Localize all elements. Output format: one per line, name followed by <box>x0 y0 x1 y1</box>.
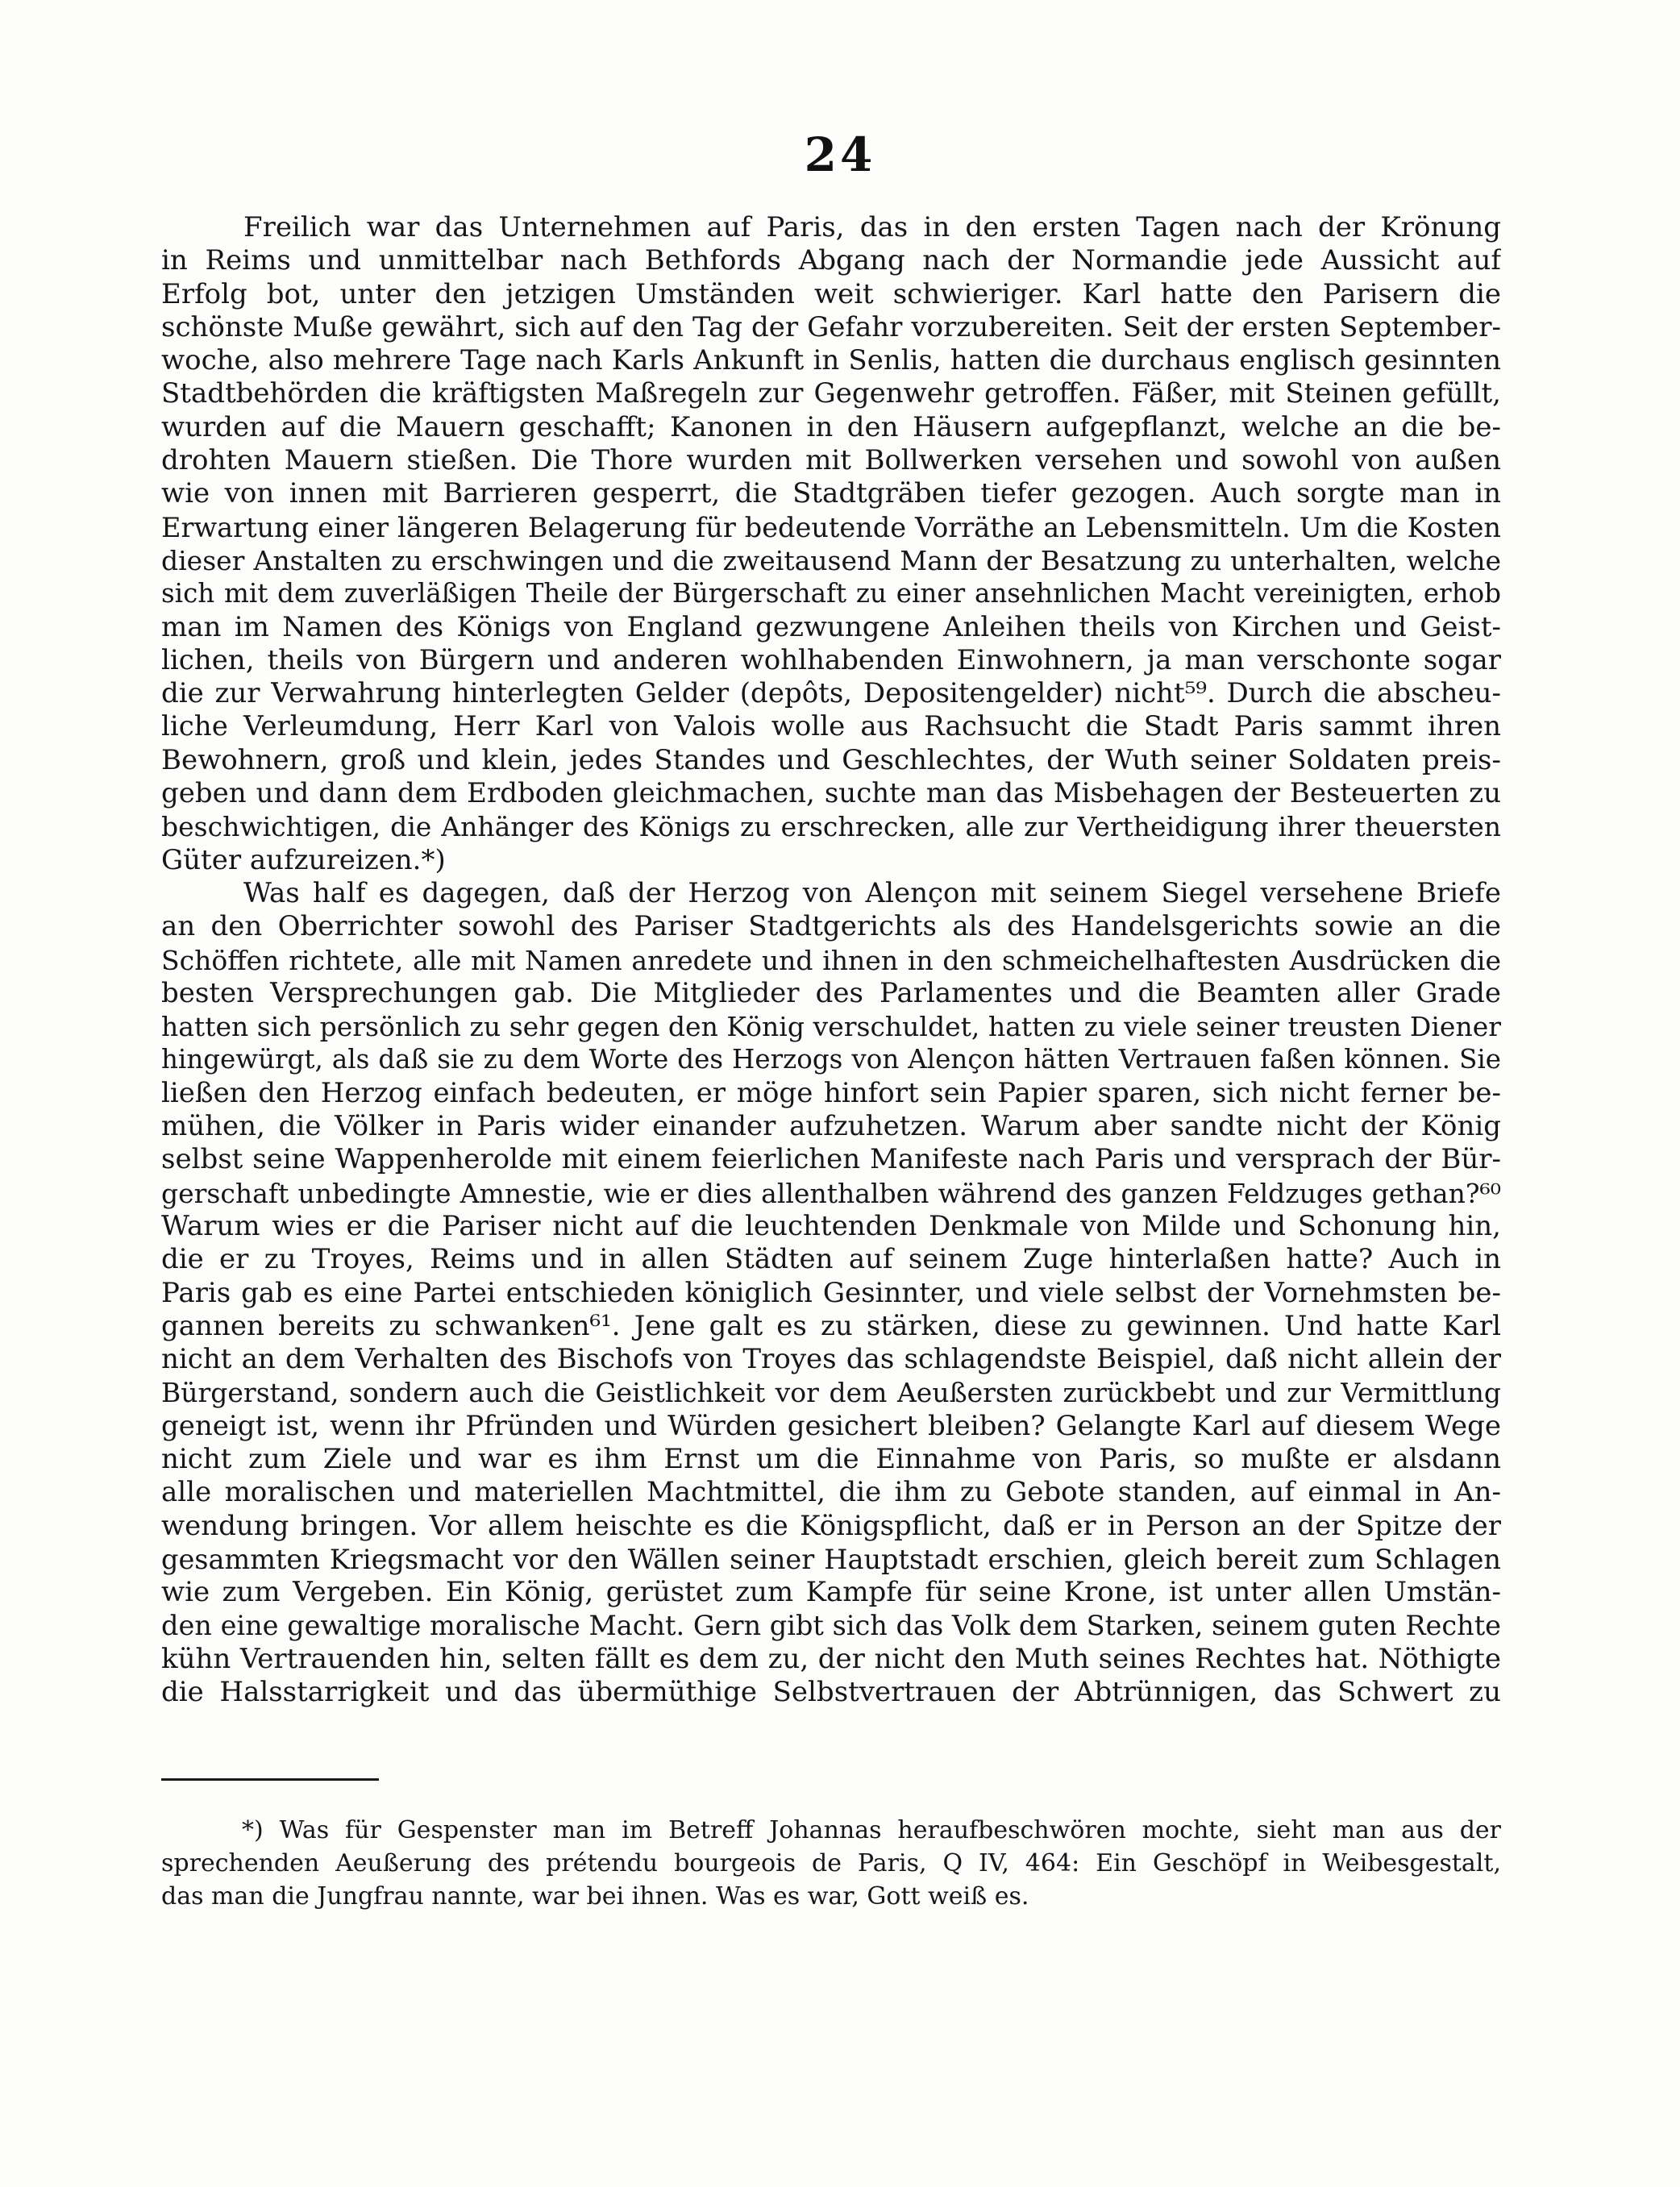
text-line: liche Verleumdung, Herr Karl von Valois wolle aus Rachsucht die Stadt Paris sammt ihren <box>161 710 1501 743</box>
text-line: nicht an dem Verhalten des Bischofs von Troyes das schlagendste Beispiel, daß nicht allein der <box>161 1343 1501 1376</box>
page-number: 24 <box>804 127 876 182</box>
text-line: Schöffen richtete, alle mit Namen anredete und ihnen in den schmeichelhaftesten Ausdrücken die <box>161 944 1501 976</box>
text-line: ließen den Herzog einfach bedeuten, er möge hinfort sein Papier sparen, sich nicht ferner be- <box>161 1076 1501 1109</box>
text-line: die zur Verwahrung hinterlegten Gelder (depôts, Depositengelder) nicht⁵⁹. Durch die abscheu- <box>161 677 1501 710</box>
text-line: gannen bereits zu schwanken⁶¹. Jene galt es zu stärken, diese zu gewinnen. Und hatte Karl <box>161 1309 1501 1342</box>
text-line: hingewürgt, als daß sie zu dem Worte des Herzogs von Alençon hätten Vertrauen faßen können. Sie <box>161 1044 1501 1075</box>
text-line: Freilich war das Unternehmen auf Paris, das in den ersten Tagen nach der Krönung <box>243 211 1501 243</box>
text-line: Güter aufzureizen.*) <box>161 843 446 876</box>
body-text <box>161 211 1501 1709</box>
text-line: in Reims und unmittelbar nach Bethfords Abgang nach der Normandie jede Aussicht auf <box>161 244 1501 277</box>
text-line: Bürgerstand, sondern auch die Geistlichkeit vor dem Aeußersten zurückbebt und zur Vermittlung <box>161 1377 1501 1409</box>
text-line: mühen, die Völker in Paris wider einander aufzuhetzen. Warum aber sandte nicht der König <box>161 1110 1501 1143</box>
text-line: Bewohnern, groß und klein, jedes Standes und Geschlechtes, der Wuth seiner Soldaten preis- <box>161 743 1501 776</box>
text-line: gerschaft unbedingte Amnestie, wie er dies allenthalben während des ganzen Feldzuges gethan?⁶⁰ <box>161 1177 1501 1209</box>
text-line: nicht zum Ziele und war es ihm Ernst um die Einnahme von Paris, so mußte er alsdann <box>161 1442 1501 1475</box>
text-line: Stadtbehörden die kräftigsten Maßregeln zur Gegenwehr getroffen. Fäßer, mit Steinen gefüllt, <box>161 377 1501 410</box>
text-line: den eine gewaltige moralische Macht. Gern gibt sich das Volk dem Starken, seinem guten Rechte <box>161 1610 1501 1642</box>
footnote-line: das man die Jungfrau nannte, war bei ihnen. Was es war, Gott weiß es. <box>161 1882 1029 1911</box>
text-line: Erwartung einer längeren Belagerung für bedeutende Vorräthe an Lebensmitteln. Um die Kosten <box>161 511 1501 543</box>
text-line: wendung bringen. Vor allem heischte es die Königspflicht, daß er in Person an der Spitze der <box>161 1509 1501 1542</box>
text-line: Paris gab es eine Partei entschieden königlich Gesinnter, und viele selbst der Vornehmsten be- <box>161 1276 1501 1309</box>
footnote-line: sprechenden Aeußerung des prétendu bourgeois de Paris, Q IV, 464: Ein Geschöpf in Weibesgestalt, <box>161 1849 1501 1877</box>
text-line: woche, also mehrere Tage nach Karls Ankunft in Senlis, hatten die durchaus englisch gesinnten <box>161 344 1501 377</box>
text-line: wurden auf die Mauern geschafft; Kanonen in den Häusern aufgepflanzt, welche an die be- <box>161 410 1501 443</box>
footnote-line: *) Was für Gespenster man im Betreff Johannas heraufbeschwören mochte, sieht man aus der <box>242 1816 1501 1844</box>
text-line: lichen, theils von Bürgern und anderen wohlhabenden Einwohnern, ja man verschonte sogar <box>161 643 1501 676</box>
text-line: gesammten Kriegsmacht vor den Wällen seiner Hauptstadt erschien, gleich bereit zum Schlagen <box>161 1543 1501 1575</box>
text-line: wie von innen mit Barrieren gesperrt, die Stadtgräben tiefer gezogen. Auch sorgte man in <box>161 477 1501 510</box>
text-line: dieser Anstalten zu erschwingen und die zweitausend Mann der Besatzung zu unterhalten, welche <box>161 544 1501 576</box>
text-line: hatten sich persönlich zu sehr gegen den König verschuldet, hatten zu viele seiner treusten Diener <box>161 1011 1501 1043</box>
text-line: wie zum Vergeben. Ein König, gerüstet zum Kampfe für seine Krone, ist unter allen Umstän- <box>161 1576 1501 1609</box>
text-line: man im Namen des Königs von England gezwungene Anleihen theils von Kirchen und Geist- <box>161 610 1501 643</box>
text-line: Erfolg bot, unter den jetzigen Umständen weit schwieriger. Karl hatte den Parisern die <box>161 277 1501 310</box>
text-line: drohten Mauern stießen. Die Thore wurden mit Bollwerken versehen und sowohl von außen <box>161 444 1501 477</box>
text-line: alle moralischen und materiellen Machtmittel, die ihm zu Gebote standen, auf einmal in An- <box>161 1476 1501 1509</box>
text-line: selbst seine Wappenherolde mit einem feierlichen Manifeste nach Paris und versprach der Bür- <box>161 1143 1501 1176</box>
text-line: schönste Muße gewährt, sich auf den Tag der Gefahr vorzubereiten. Seit der ersten September- <box>161 310 1501 343</box>
text-line: geben und dann dem Erdboden gleichmachen, suchte man das Misbehagen der Besteuerten zu <box>161 777 1501 810</box>
text-line: an den Oberrichter sowohl des Pariser Stadtgerichts als des Handelsgerichts sowie an die <box>161 910 1501 943</box>
text-line: Warum wies er die Pariser nicht auf die leuchtenden Denkmale von Milde und Schonung hin, <box>161 1209 1501 1242</box>
text-line: besten Versprechungen gab. Die Mitglieder des Parlamentes und die Beamten aller Grade <box>161 976 1501 1009</box>
text-line: Was half es dagegen, daß der Herzog von Alençon mit seinem Siegel versehene Briefe <box>243 876 1501 909</box>
text-line: sich mit dem zuverläßigen Theile der Bürgerschaft zu einer ansehnlichen Macht vereinigten, erhob <box>161 578 1501 609</box>
text-line: geneigt ist, wenn ihr Pfründen und Würden gesichert bleiben? Gelangte Karl auf diesem Wege <box>161 1409 1501 1442</box>
footnote <box>161 1814 1501 1913</box>
text-line: kühn Vertrauenden hin, selten fällt es dem zu, der nicht den Muth seines Rechtes hat. Nöthigte <box>161 1642 1501 1675</box>
text-line: die Halsstarrigkeit und das übermüthige Selbstvertrauen der Abtrünnigen, das Schwert zu <box>161 1676 1501 1709</box>
footnote-divider <box>161 1778 379 1781</box>
text-line: die er zu Troyes, Reims und in allen Städten auf seinem Zuge hinterlaßen hatte? Auch in <box>161 1243 1501 1276</box>
text-line: beschwichtigen, die Anhänger des Königs zu erschrecken, alle zur Vertheidigung ihrer theuersten <box>161 811 1501 843</box>
